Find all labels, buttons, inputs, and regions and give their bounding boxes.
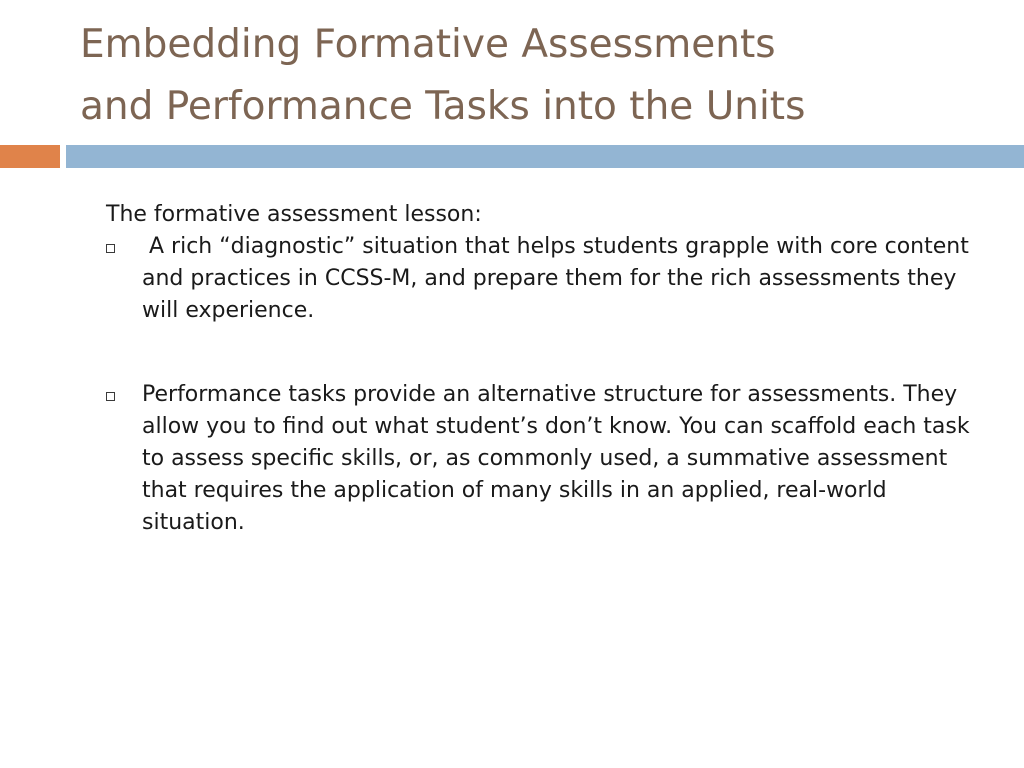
bullet-text: Performance tasks provide an alternative structure for assessments. They allow you to find out what student’s don’t know. You can scaffold each task to assess specific skills, or, as commonly used, a summative assessment that requires the application of many skills in an applied, real-world situation. — [142, 382, 970, 535]
slide-title — [80, 14, 1000, 138]
bullet-text: A rich “diagnostic” situation that helps students grapple with core content and practices in CCSS-M, and prepare them for the rich assessments they will experience. — [142, 234, 976, 323]
slide-body — [106, 199, 986, 539]
intro-text: The formative assessment lesson: — [106, 202, 482, 227]
hollow-square-bullet-icon — [106, 392, 115, 401]
bullet-item-performance-tasks — [106, 379, 986, 539]
hollow-square-bullet-icon — [106, 244, 115, 253]
accent-bar-blue — [66, 145, 1024, 168]
slide-title-line-1: Embedding Formative Assessments — [80, 22, 776, 67]
bullet-list — [106, 231, 986, 539]
bullet-item-diagnostic — [106, 231, 986, 327]
accent-bar-orange — [0, 145, 60, 168]
slide-title-line-2: and Performance Tasks into the Units — [80, 84, 806, 129]
